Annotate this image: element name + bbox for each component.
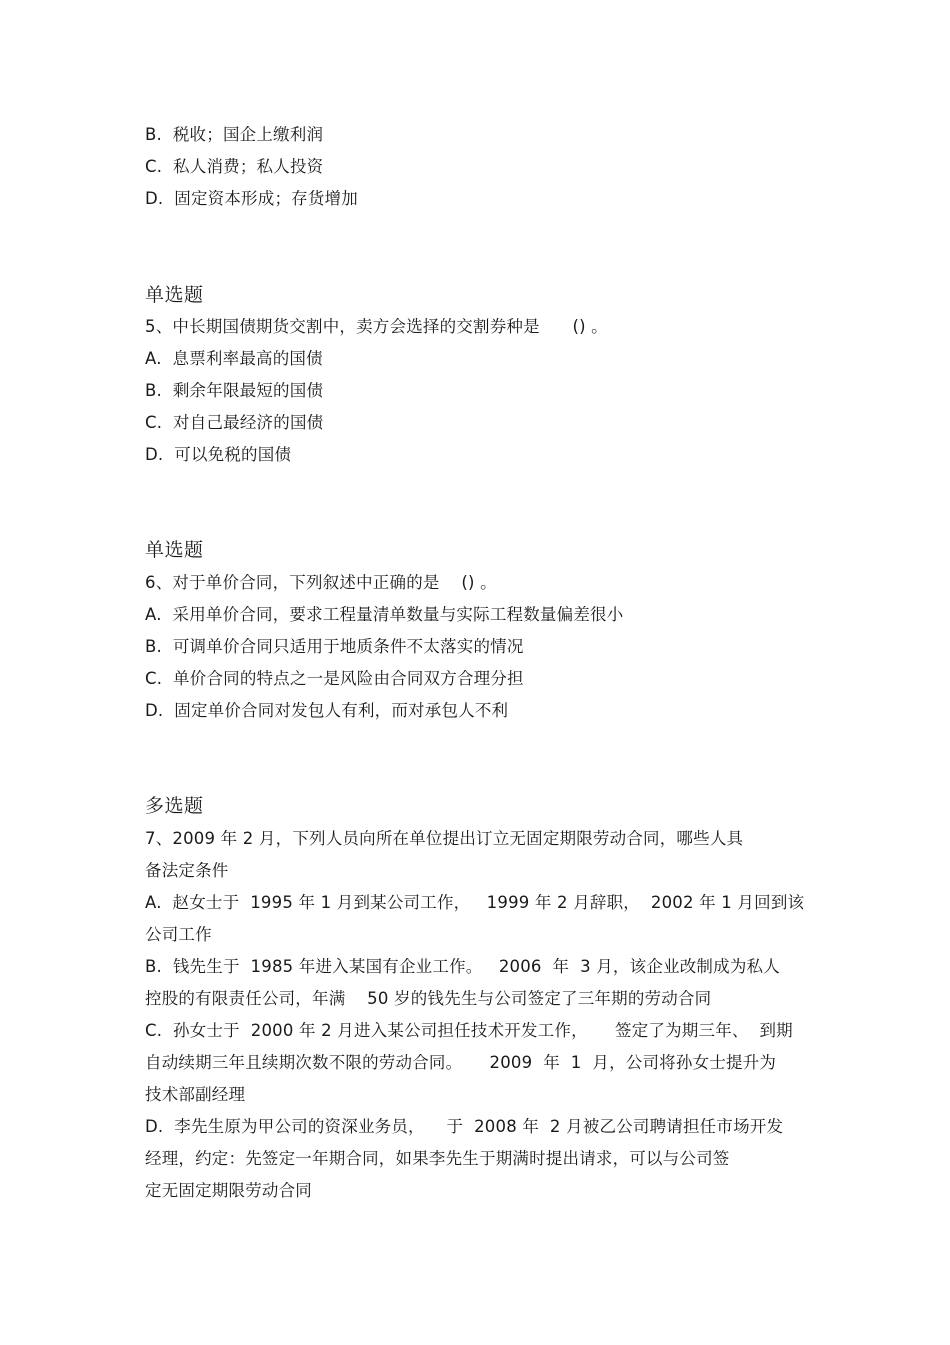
q7-option-d-line-3: 定无固定期限劳动合同 [145,1181,312,1200]
q7-option-a-line-2: 公司工作 [145,925,212,944]
q6-stem: 6、对于单价合同，下列叙述中正确的是 () 。 [145,573,497,592]
q7-option-d-line-2: 经理，约定：先签定一年期合同，如果李先生于期满时提出请求，可以与公司签 [145,1149,730,1168]
q7-option-a-line-1: A. 赵女士于 1995 年 1 月到某公司工作， 1999 年 2 月辞职， 2002 年 1 月回到该 [145,893,805,912]
q5-option-b: B. 剩余年限最短的国债 [145,381,324,400]
q7-option-c-line-3: 技术部副经理 [145,1085,246,1104]
q7-type-heading: 多选题 [145,795,204,817]
q6-type-heading: 单选题 [145,539,204,561]
q7-option-b-line-1: B. 钱先生于 1985 年进入某国有企业工作。 2006 年 3 月，该企业改制成为私人 [145,957,780,976]
q5-stem: 5、中长期国债期货交割中，卖方会选择的交割券种是 () 。 [145,317,608,336]
q5-option-c: C. 对自己最经济的国债 [145,413,324,432]
q6-option-a: A. 采用单价合同，要求工程量清单数量与实际工程数量偏差很小 [145,605,624,624]
q7-option-c-line-2: 自动续期三年且续期次数不限的劳动合同。 2009 年 1 月，公司将孙女士提升为 [145,1053,777,1072]
q7-stem-line-1: 7、2009 年 2 月，下列人员向所在单位提出订立无固定期限劳动合同，哪些人具 [145,829,744,848]
q4-option-b: B. 税收；国企上缴利润 [145,125,324,144]
q6-option-b: B. 可调单价合同只适用于地质条件不太落实的情况 [145,637,524,656]
q7-option-d-line-1: D. 李先生原为甲公司的资深业务员， 于 2008 年 2 月被乙公司聘请担任市场开发 [145,1117,784,1136]
q7-option-b-line-2: 控股的有限责任公司，年满 50 岁的钱先生与公司签定了三年期的劳动合同 [145,989,712,1008]
q5-type-heading: 单选题 [145,284,204,306]
q4-option-c: C. 私人消费；私人投资 [145,157,324,176]
q7-stem-line-2: 备法定条件 [145,861,229,880]
q7-option-c-line-1: C. 孙女士于 2000 年 2 月进入某公司担任技术开发工作， 签定了为期三年、 到期 [145,1021,793,1040]
q4-option-d: D. 固定资本形成；存货增加 [145,189,358,208]
q5-option-a: A. 息票利率最高的国债 [145,349,323,368]
q6-option-c: C. 单价合同的特点之一是风险由合同双方合理分担 [145,669,524,688]
q6-option-d: D. 固定单价合同对发包人有利，而对承包人不利 [145,701,509,720]
q5-option-d: D. 可以免税的国债 [145,445,292,464]
